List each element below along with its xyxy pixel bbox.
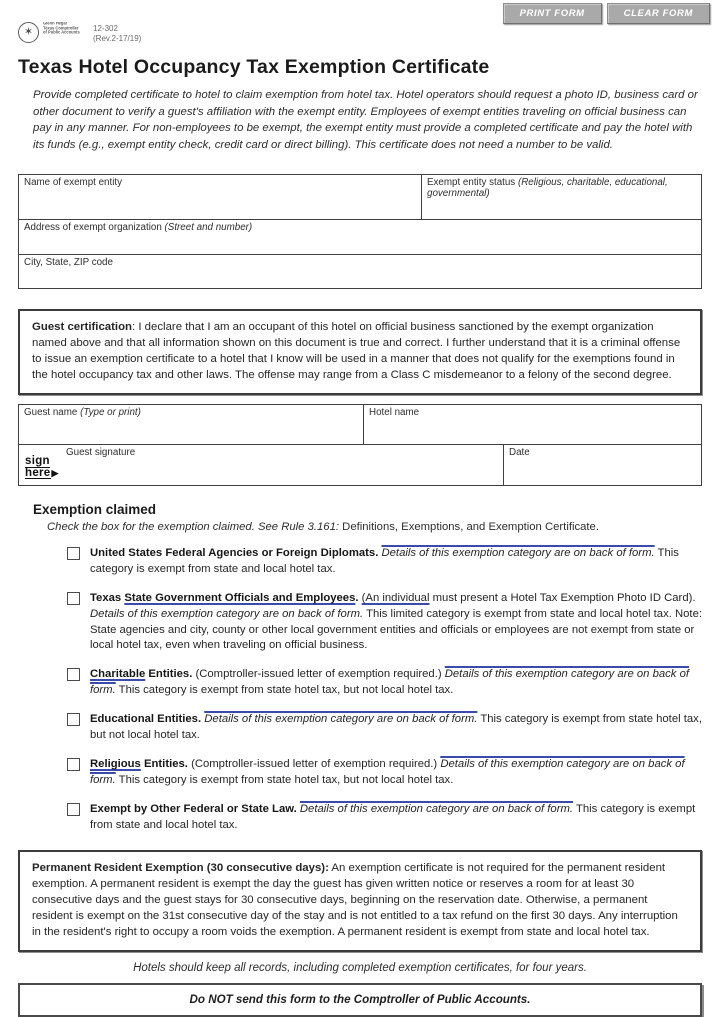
guest-name-label-paren: (Type or print) <box>80 407 141 419</box>
federal-agencies-checkbox[interactable] <box>67 547 80 560</box>
guest-signature-table <box>18 404 702 486</box>
exemption-item-text: Educational Entities. Details of this exemption category are on back of form. This category is exempt from state hotel tax, but not local hotel tax. <box>90 713 702 742</box>
educational-checkbox[interactable] <box>67 713 80 726</box>
comptroller-seal-icon: ✶ <box>18 22 39 43</box>
guest-signature-field[interactable] <box>19 445 504 485</box>
details-link[interactable]: Details of this exemption category are on back of form. <box>90 758 685 786</box>
details-link[interactable]: Religious <box>90 758 141 771</box>
exempt-entity-name-field[interactable] <box>19 175 422 219</box>
exemption-item-other-law <box>67 802 702 833</box>
details-link[interactable]: Details of this exemption category are on back of form. <box>381 547 655 560</box>
exemption-item-charitable <box>67 667 702 698</box>
exemption-item-religious <box>67 757 702 788</box>
sign-here-marker: sign here▶ <box>25 455 59 479</box>
state-officials-checkbox[interactable] <box>67 592 80 605</box>
city-state-zip-label: City, State, ZIP code <box>24 256 113 268</box>
exemption-item-text: Charitable Entities. (Comptroller-issued letter of exemption required.) Details of this exemption category are on back of form. This category is exempt from state hotel tax, but not local hotel tax. <box>90 668 690 697</box>
address-label-paren: (Street and number) <box>164 221 253 233</box>
guest-certification-lead: Guest certification <box>32 320 133 333</box>
address-label: Address of exempt organization <box>24 221 165 233</box>
charitable-checkbox[interactable] <box>67 668 80 681</box>
details-link[interactable]: (An individual <box>361 592 430 605</box>
guest-name-field[interactable] <box>19 405 364 444</box>
exemption-item-federal <box>67 546 702 577</box>
exemption-item-text: Texas State Government Officials and Employees. (An individual must present a Hotel Tax Exemption Photo ID Card). Details of this exemption category are on back of form. This limited category is exempt from state and local hotel tax. Note: State agencies and city, county or other local government entities and officials or employees are not exempt from state or local hotel tax, even when traveling on official business. <box>90 592 702 652</box>
exemption-item-text: United States Federal Agencies or Foreign Diplomats. Details of this exemption category are on back of form. This category is exempt from state and local hotel tax. <box>90 547 679 575</box>
guest-signature-label: Guest signature <box>66 447 136 459</box>
print-form-button[interactable]: PRINT FORM <box>503 3 602 24</box>
clear-form-button[interactable]: CLEAR FORM <box>607 3 710 24</box>
religious-checkbox[interactable] <box>67 758 80 771</box>
permanent-resident-box <box>18 850 702 952</box>
do-not-send-box: Do NOT send this form to the Comptroller of Public Accounts. <box>18 983 702 1017</box>
form-number: 12-302 (Rev.2-17/19) <box>93 24 142 43</box>
exemption-claimed-heading: Exemption claimed <box>33 502 157 518</box>
city-state-zip-field[interactable] <box>19 255 701 288</box>
hotel-name-field[interactable] <box>364 405 701 444</box>
sign-here-arrow-icon: ▶ <box>51 467 59 478</box>
exemption-item-text: Religious Entities. (Comptroller-issued letter of exemption required.) Details of this exemption category are on back of form. This category is exempt from state hotel tax, but not local hotel tax. <box>90 758 685 786</box>
exempt-entity-status-label: Exempt entity status <box>427 176 518 188</box>
details-link[interactable]: Charitable <box>90 668 146 681</box>
page-title: Texas Hotel Occupancy Tax Exemption Certificate <box>18 56 490 78</box>
form-instructions: Provide completed certificate to hotel to claim exemption from hotel tax. Hotel operators should request a photo ID, business card or other document to verify a guest's affiliation with the exempt entity. Employees of exempt entities traveling on official business can pay in any manner. For non-employees to be exempt, the exempt entity must provide a completed certificate and pay the hotel with its funds (e.g., exempt entity check, credit card or direct billing). This certificate does not need a number to be valid. <box>33 89 698 152</box>
guest-certification-box <box>18 309 702 395</box>
details-link[interactable]: State Government Officials and Employees <box>124 592 356 605</box>
exempt-entity-name-label: Name of exempt entity <box>24 176 123 188</box>
viewer-button-bar <box>503 3 710 24</box>
agency-name: Glenn Hegar Texas Comptroller of Public Accounts <box>43 22 80 35</box>
exempt-entity-status-field[interactable] <box>422 175 701 219</box>
guest-name-label: Guest name <box>24 407 81 419</box>
exempt-entity-status-label-paren: (Religious, charitable, educational, governmental) <box>427 176 668 199</box>
details-link[interactable]: Details of this exemption category are on back of form. <box>299 803 574 816</box>
exemption-claimed-instructions: Check the box for the exemption claimed. See Rule 3.161: Definitions, Exemptions, and Exemption Certificate. <box>47 521 599 534</box>
date-label: Date <box>509 447 530 459</box>
address-field[interactable] <box>19 220 701 254</box>
details-link[interactable]: Details of this exemption category are on back of form. <box>204 713 478 726</box>
exemption-item-text: Exempt by Other Federal or State Law. Details of this exemption category are on back of form. This category is exempt from state and local hotel tax. <box>90 803 696 831</box>
permanent-resident-text: An exemption certificate is not required for the permanent resident exemption. A permanent resident is exempt the day the guest has given written notice or reserves a room for at least 30 consecutive days and the guest stays for 30 consecutive days, beginning on the reservation date. Otherwise, a permanent resident is exempt on the 31st consecutive day of the stay and is not entitled to a tax refund on the first 30 days. Any interruption in the resident's right to occupy a room voids the exemption. A permanent resident is exempt from state and local hotel tax. <box>32 861 678 938</box>
guest-certification-text: : I declare that I am an occupant of this hotel on official business sanctioned by the exempt organization named above and that all information shown on this document is true and correct. I further understand that it is a criminal offense to issue an exemption certificate to a hotel that I know will be used in a manner that does not qualify for the exemptions found in the hotel occupancy tax and other laws. The offense may range from a Class C misdemeanor to a felony of the second degree. <box>32 320 681 382</box>
exemption-item-educational <box>67 712 702 743</box>
hotel-name-label: Hotel name <box>369 407 420 419</box>
date-field[interactable] <box>504 445 701 485</box>
details-link[interactable]: Details of this exemption category are on back of form. <box>90 668 690 697</box>
exemption-item-state-officials <box>67 591 702 654</box>
records-retention-note: Hotels should keep all records, including completed exemption certificates, for four years. <box>133 962 587 974</box>
other-law-checkbox[interactable] <box>67 803 80 816</box>
permanent-resident-lead: Permanent Resident Exemption (30 consecutive days): <box>32 861 329 874</box>
exempt-entity-table <box>18 174 702 289</box>
